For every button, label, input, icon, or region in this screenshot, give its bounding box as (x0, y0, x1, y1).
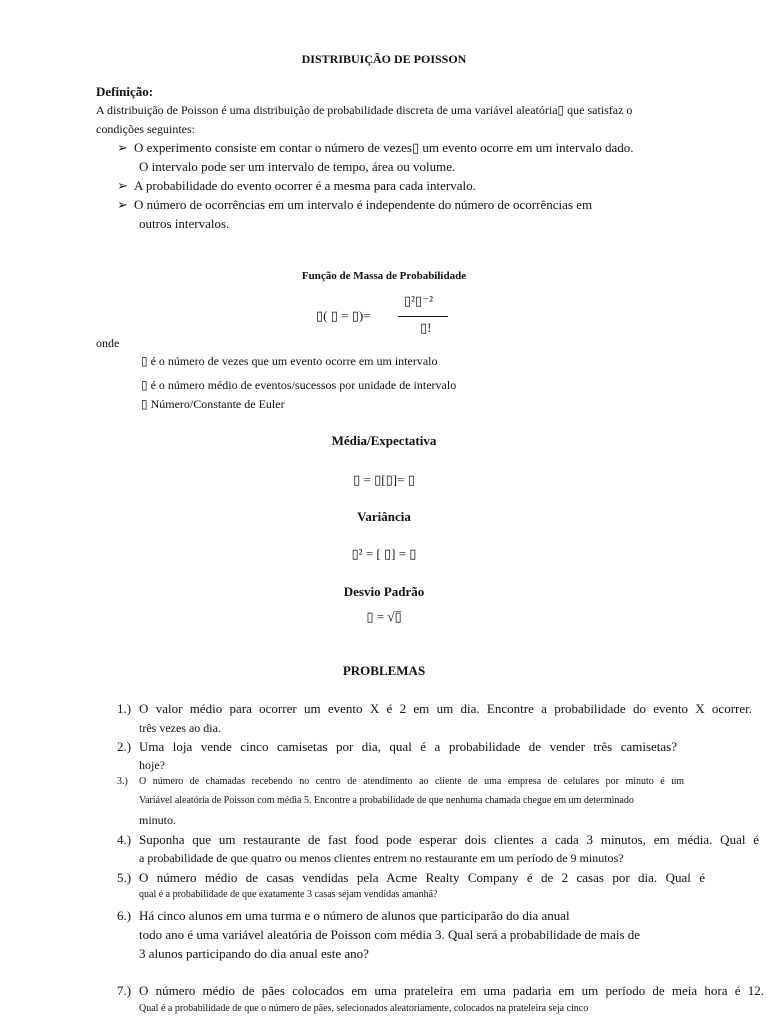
pmf-lhs: ▯( ▯ = ▯)= (316, 308, 371, 323)
problem-7-line2: Qual é a probabilidade de que o número de pães, selecionados aleatoriamente, colocados na prateleira seja cinco (139, 1003, 589, 1014)
variance-heading: Variância (357, 509, 411, 524)
problem-6-line1: Há cinco alunos em uma turma e o número de alunos que participarão do dia anual (139, 908, 570, 923)
problem-6-line2: todo ano é uma variável aleatória de Poisson com média 3. Qual será a probabilidade de mais de (139, 927, 641, 942)
problem-6-line3: 3 alunos participando do dia anual este ano? (139, 946, 369, 961)
where-item-lambda: ▯ é o número médio de eventos/sucessos por unidade de intervalo (141, 378, 457, 392)
problems-heading: PROBLEMAS (342, 663, 426, 678)
problem-1-line2: três vezes ao dia. (139, 721, 221, 735)
problem-3-line1: O número de chamadas recebendo no centro de atendimento ao cliente de uma empresa de celulares por minuto é um (139, 776, 684, 787)
problem-4-number: 4.) (117, 832, 132, 847)
pmf-numerator: ▯²▯⁻² (404, 293, 433, 308)
pmf-heading: Função de Massa de Probabilidade (301, 270, 467, 282)
where-item-x: ▯ é o número de vezes que um evento ocorre em um intervalo (141, 354, 438, 368)
stddev-formula: ▯ = √▯̅ (366, 609, 402, 624)
condition-1-line1: O experimento consiste em contar o número de vezes▯ um evento ocorre em um intervalo dado. (134, 140, 634, 155)
problem-5-number: 5.) (117, 870, 132, 885)
problem-2-line1: Uma loja vende cinco camisetas por dia, qual é a probabilidade de vender três camisetas? (139, 739, 677, 754)
problem-1-line1: O valor médio para ocorrer um evento X é 2 em um dia. Encontre a probabilidade do evento X ocorrer. (139, 701, 752, 716)
problem-7-line1: O número médio de pães colocados em uma prateleira em uma padaria em um período de meia hora é 12. (139, 983, 764, 998)
definition-text-line1: A distribuição de Poisson é uma distribuição de probabilidade discreta de uma variável aleatória▯ que satisfaz o (96, 103, 633, 117)
stddev-heading: Desvio Padrão (343, 584, 425, 599)
definition-heading: Definição: (96, 84, 154, 99)
problem-4-line1: Suponha que um restaurante de fast food pode esperar dois clientes a cada 3 minutos, em média. Qual é (139, 832, 759, 847)
problem-6-number: 6.) (117, 908, 132, 923)
problem-4-line2: a probabilidade de que quatro ou menos clientes entrem no restaurante em um período de 9 minutos? (139, 851, 624, 865)
page-title: DISTRIBUIÇÃO DE POISSON (301, 52, 467, 66)
fraction-bar (398, 316, 448, 317)
problem-1-number: 1.) (117, 701, 132, 716)
condition-1-line2: O intervalo pode ser um intervalo de tempo, área ou volume. (139, 159, 456, 174)
problem-3-line2: Variável aleatória de Poisson com média 5. Encontre a probabilidade de que nenhuma chamada chegue em um determinado (139, 795, 634, 806)
problem-7-number: 7.) (117, 983, 132, 998)
where-item-e: ▯ Número/Constante de Euler (141, 397, 285, 411)
variance-formula: ▯² = [ ▯] = ▯ (351, 546, 417, 561)
definition-text-line2: condições seguintes: (96, 122, 195, 136)
bullet-arrow-icon: ➢ (117, 178, 128, 193)
condition-2-line1: A probabilidade do evento ocorrer é a mesma para cada intervalo. (134, 178, 476, 193)
problem-5-line1: O número médio de casas vendidas pela Acme Realty Company é de 2 casas por dia. Qual é (139, 870, 705, 885)
bullet-arrow-icon: ➢ (117, 197, 128, 212)
pmf-denominator: ▯! (420, 320, 432, 335)
problem-5-line2: qual é a probabilidade de que exatamente 3 casas sejam vendidas amanhã? (139, 889, 438, 900)
problem-2-number: 2.) (117, 739, 132, 754)
condition-3-line1: O número de ocorrências em um intervalo é independente do número de ocorrências em (134, 197, 593, 212)
problem-3-number: 3.) (117, 776, 128, 787)
where-label: onde (96, 336, 120, 350)
condition-3-line2: outros intervalos. (139, 216, 230, 231)
problem-2-line2: hoje? (139, 758, 165, 772)
problem-3-line3: minuto. (139, 813, 177, 827)
mean-heading: Média/Expectativa (331, 433, 437, 448)
mean-formula: ▯ = ▯[▯]= ▯ (353, 472, 415, 487)
bullet-arrow-icon: ➢ (117, 140, 128, 155)
